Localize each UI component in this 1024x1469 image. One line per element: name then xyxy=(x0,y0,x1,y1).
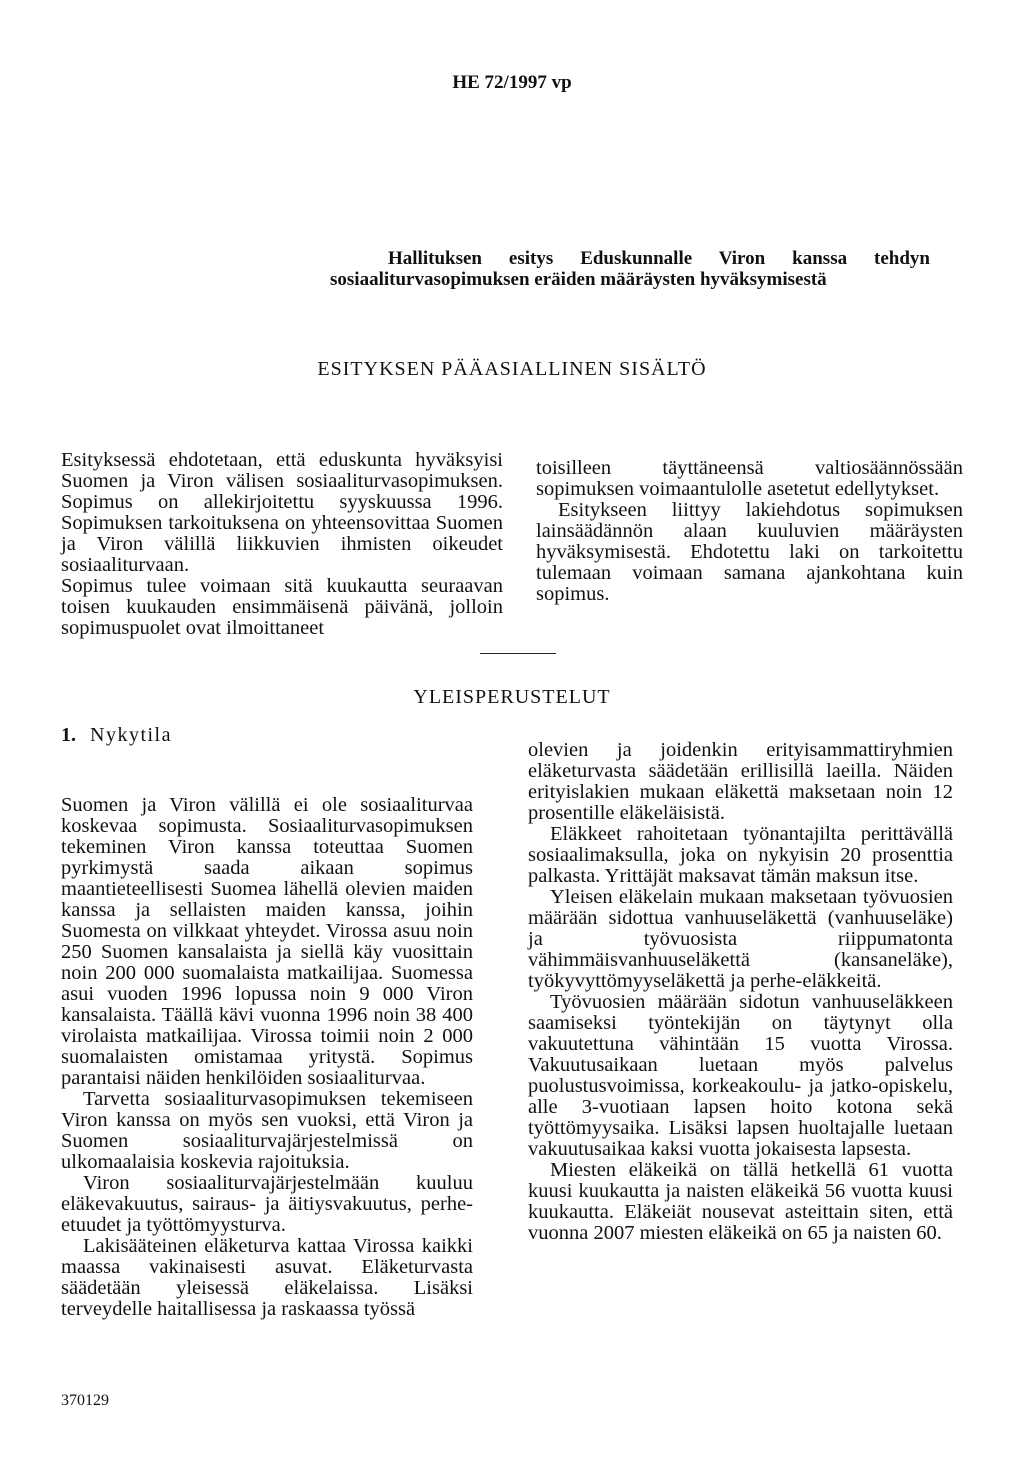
body-column-right xyxy=(528,740,953,1244)
paragraph: Yleisen eläkelain mukaan maksetaan työvuosien määrään sidottua vanhuuseläkettä (vanhuuseläke) ja työvuosista riippumatonta vähimmäisvanhuuseläkettä (kansaneläke), työkyvyttömyyseläkettä ja perhe-eläkkeitä. xyxy=(528,886,953,992)
paragraph: Työvuosien määrään sidotun vanhuuseläkkeen saamiseksi työntekijän on täytynyt olla vakuutettuna vähintään 15 vuotta Virossa. Vakuutusaikaan luetaan myös palvelus puolustusvoimissa, korkeakoulu- ja jatko-opiskelu, alle 3-vuotiaan lapsen hoito kotona sekä työttömyysaika. Lisäksi lapsen huoltajalle luetaan vakuutusaikaa kaksi vuotta jokaisesta lapsesta. xyxy=(528,991,953,1160)
paragraph: Esityksessä ehdotetaan, että eduskunta hyväksyisi Suomen ja Viron välisen sosiaaliturvasopimuksen. Sopimus on allekirjoitettu syyskuussa 1996. Sopimuksen tarkoituksena on yhteensovittaa Suomen ja Viron välillä liikkuvien ihmisten oikeudet sosiaaliturvaan. xyxy=(61,449,503,576)
paragraph: Tarvetta sosiaaliturvasopimuksen tekemiseen Viron kanssa on myös sen vuoksi, että Viron ja Suomen sosiaaliturvajärjestelmissä on ulkomaalaisia koskevia rajoituksia. xyxy=(61,1088,473,1173)
document-header: HE 72/1997 vp xyxy=(452,72,572,93)
summary-column-left xyxy=(61,450,503,639)
section-heading-summary: ESITYKSEN PÄÄASIALLINEN SISÄLTÖ xyxy=(317,358,707,380)
document-code: 370129 xyxy=(61,1392,109,1409)
summary-column-right xyxy=(536,458,963,605)
paragraph: toisilleen täyttäneensä valtiosäännössään sopimuksen voimaantulolle asetetut edellytykset. xyxy=(536,457,963,500)
body-column-left xyxy=(61,795,473,1320)
subsection-title: Nykytila xyxy=(90,724,172,746)
paragraph: Sopimus tulee voimaan sitä kuukautta seuraavan toisen kuukauden ensimmäisenä päivänä, jolloin sopimuspuolet ovat ilmoittaneet xyxy=(61,575,503,639)
paragraph: Suomen ja Viron välillä ei ole sosiaaliturvaa koskevaa sopimusta. Sosiaaliturvasopimuksen tekeminen Viron kanssa toteuttaa Suomen pyrkimystä saada aikaan sopimus maantieteellisesti Suomea lähellä olevien maiden kanssa ja sellaisten maiden kanssa, joihin Suomesta on vilkkaat yhteydet. Virossa asuu noin 250 Suomen kansalaista ja siellä käy vuosittain noin 200 000 suomalaista matkailijaa. Suomessa asui vuoden 1996 lopussa noin 9 000 Viron kansalaista. Täällä kävi vuonna 1996 noin 38 400 virolaista matkailijaa. Virossa toimii noin 2 000 suomalaisten omistamaa yritystä. Sopimus parantaisi näiden henkilöiden sosiaaliturvaa. xyxy=(61,794,473,1089)
paragraph: olevien ja joidenkin erityisammattiryhmien eläketurvasta säädetään erillisillä laeilla. Näiden erityislakien mukaan eläkettä maksetaan noin 12 prosentille eläkeläisistä. xyxy=(528,739,953,824)
paragraph: Viron sosiaaliturvajärjestelmään kuuluu eläkevakuutus, sairaus- ja äitiysvakuutus, perhe-etuudet ja työttömyysturva. xyxy=(61,1172,473,1236)
section-heading-general: YLEISPERUSTELUT xyxy=(413,686,611,708)
section-divider xyxy=(480,653,556,654)
paragraph: Eläkkeet rahoitetaan työnantajilta perittävällä sosiaalimaksulla, joka on nykyisin 20 prosenttia palkasta. Yrittäjät maksavat tämän maksun itse. xyxy=(528,823,953,887)
paragraph: Esitykseen liittyy lakiehdotus sopimuksen lainsäädännön alaan kuuluvien määräysten hyväksymisestä. Ehdotettu laki on tarkoitettu tulemaan voimaan samana ajankohtana kuin sopimus. xyxy=(536,499,963,605)
paragraph: Lakisääteinen eläketurva kattaa Virossa kaikki maassa vakinaisesti asuvat. Eläketurvasta säädetään yleisessä eläkelaissa. Lisäksi terveydelle haitallisessa ja raskaassa työssä xyxy=(61,1235,473,1320)
paragraph: Miesten eläkeikä on tällä hetkellä 61 vuotta kuusi kuukautta ja naisten eläkeikä 56 vuotta kuusi kuukautta. Eläkeiät nousevat asteittain siten, että vuonna 2007 miesten eläkeikä on 65 ja naisten 60. xyxy=(528,1159,953,1244)
subsection-heading xyxy=(61,724,172,747)
subsection-number: 1. xyxy=(61,724,76,746)
document-title: Hallituksen esitys Eduskunnalle Viron kanssa tehdyn sosiaaliturvasopimuksen eräiden määräysten hyväksymisestä xyxy=(330,248,930,290)
